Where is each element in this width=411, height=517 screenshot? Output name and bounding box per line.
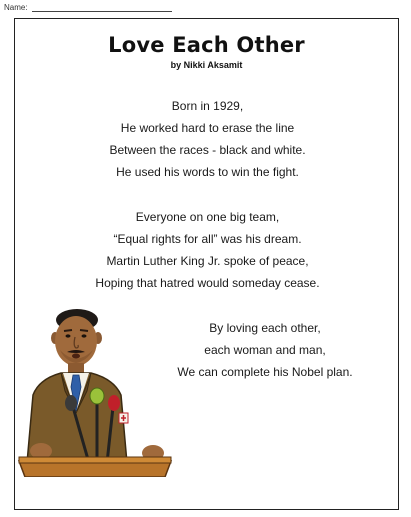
poem-line: He worked hard to erase the line: [120, 121, 295, 135]
speaker-at-podium-illustration: [15, 295, 175, 477]
poem-frame: [14, 18, 399, 510]
stanza-3: [145, 317, 385, 383]
poem-title: Love Each Other: [108, 33, 305, 57]
poem-line: Born in 1929,: [171, 99, 244, 113]
stanza-2: [15, 206, 400, 294]
poem-author: by Nikki Aksamit: [170, 60, 243, 70]
poem-line: By loving each other,: [209, 321, 321, 335]
poem-line: Martin Luther King Jr. spoke of peace,: [106, 254, 309, 268]
poem-line: each woman and man,: [204, 343, 326, 357]
name-write-line[interactable]: [32, 3, 172, 12]
poem-line: He used his words to win the fight.: [116, 165, 299, 179]
stanza-1: [15, 95, 400, 183]
poem-line: Everyone on one big team,: [135, 210, 280, 224]
poem-line: Hoping that hatred would someday cease.: [95, 276, 320, 290]
poem-line: We can complete his Nobel plan.: [177, 365, 353, 379]
poem-line: “Equal rights for all” was his dream.: [113, 232, 302, 246]
poem-line: Between the races - black and white.: [109, 143, 306, 157]
name-label: Name:: [4, 3, 28, 12]
name-field: [4, 3, 172, 12]
